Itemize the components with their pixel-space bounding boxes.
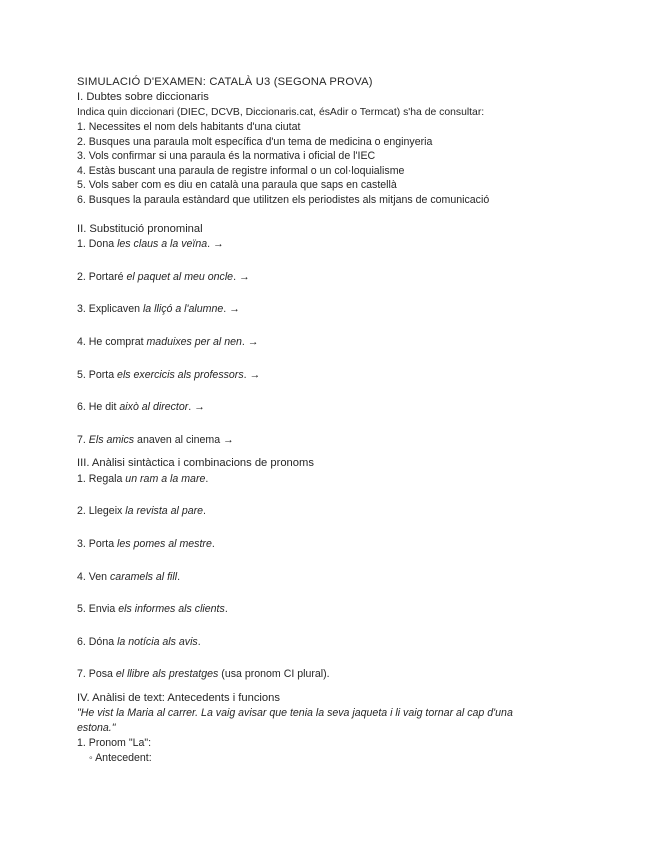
section-1-item: 1. Necessites el nom dels habitants d'una ciutat	[77, 121, 301, 134]
text-quote: "He vist la Maria al carrer. La vaig avisar que tenia la seva jaqueta i li vaig tornar al cap d'una estona."	[77, 707, 513, 735]
section-4-heading: IV. Anàlisi de text: Antecedents i funcions	[77, 691, 280, 704]
analysis-item: 2. Llegeix la revista al pare.	[77, 505, 206, 518]
substitution-item: 4. He comprat maduixes per al nen. →	[77, 335, 259, 348]
text-question-item: 1. Pronom "La":	[77, 737, 152, 750]
analysis-item: 4. Ven caramels al fill.	[77, 570, 181, 583]
section-1-item: 3. Vols confirmar si una paraula és la normativa i oficial de l'IEC	[77, 150, 376, 163]
section-2-heading: II. Substitució pronominal	[77, 222, 203, 235]
section-1-heading: I. Dubtes sobre diccionaris	[77, 91, 209, 103]
exam-document	[77, 74, 637, 766]
analysis-item: 6. Dóna la notícia als avis.	[77, 635, 201, 648]
substitution-item: 2. Portaré el paquet al meu oncle. →	[77, 270, 250, 283]
section-3-heading: III. Anàlisi sintàctica i combinacions de pronoms	[77, 457, 314, 470]
section-1-item: 5. Vols saber com es diu en català una paraula que saps en castellà	[77, 179, 397, 192]
analysis-item: 1. Regala un ram a la mare.	[77, 472, 209, 485]
document-title: SIMULACIÓ D'EXAMEN: CATALÀ U3 (SEGONA PROVA)	[77, 76, 373, 88]
substitution-item: 3. Explicaven la lliçó a l'alumne. →	[77, 303, 240, 316]
section-1-item: 2. Busques una paraula molt específica d'un tema de medicina o enginyeria	[77, 135, 433, 148]
substitution-item: 6. He dit això al director. →	[77, 401, 205, 414]
analysis-item: 7. Posa el llibre als prestatges (usa pronom CI plural).	[77, 668, 330, 681]
section-1-item: 6. Busques la paraula estàndard que utilitzen els periodistes als mitjans de comunicació	[77, 194, 490, 207]
analysis-item: 3. Porta les pomes al mestre.	[77, 538, 215, 550]
analysis-item: 5. Envia els informes als clients.	[77, 603, 228, 616]
antecedent-subitem: ◦ Antecedent:	[89, 752, 152, 765]
section-1-intro: Indica quin diccionari (DIEC, DCVB, Diccionaris.cat, ésAdir o Termcat) s'ha de consultar:	[77, 106, 485, 118]
section-1-item: 4. Estàs buscant una paraula de registre informal o un col·loquialisme	[77, 164, 405, 177]
substitution-item: 5. Porta els exercicis als professors. →	[77, 368, 261, 381]
substitution-item: 7. Els amics anaven al cinema →	[77, 433, 234, 446]
substitution-item: 1. Dona les claus a la veïna. →	[77, 238, 224, 251]
